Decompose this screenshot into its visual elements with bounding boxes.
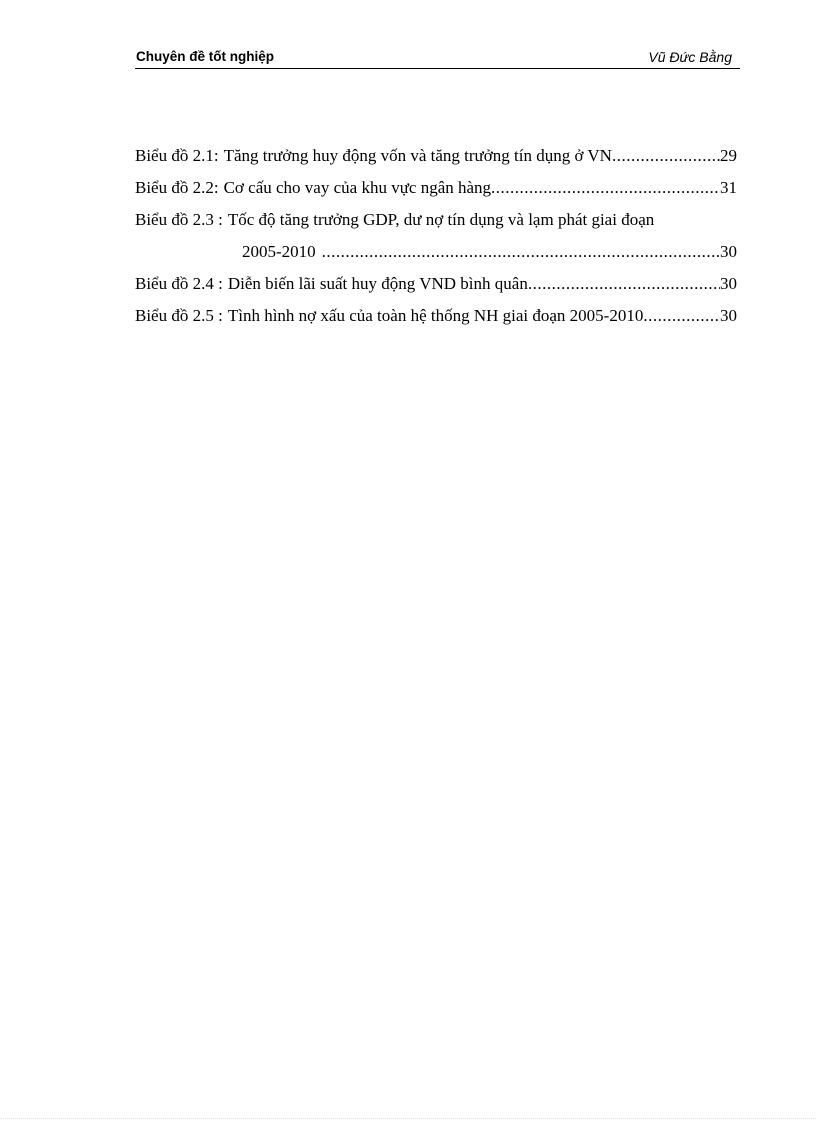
toc-entry-title-continuation: 2005-2010 — [242, 242, 316, 261]
toc-entry-page: 31 — [720, 178, 737, 197]
toc-entry-label: Biểu đồ 2.2: — [135, 178, 219, 197]
toc-entry-title: Tăng trưởng huy động vốn và tăng trưởng tín dụng ở VN — [223, 146, 612, 165]
dot-leader — [612, 140, 720, 172]
toc-entry-chart-2-5[interactable] — [135, 300, 737, 332]
toc-entry-chart-2-3-continuation[interactable] — [135, 236, 737, 268]
dot-leader — [322, 236, 720, 268]
list-of-charts — [135, 140, 737, 332]
toc-entry-chart-2-1[interactable] — [135, 140, 737, 172]
dot-leader — [491, 172, 720, 204]
toc-entry-label: Biểu đồ 2.1: — [135, 146, 219, 165]
toc-entry-chart-2-4[interactable] — [135, 268, 737, 300]
page-header — [135, 48, 740, 69]
toc-entry-page: 29 — [720, 146, 737, 165]
toc-entry-label: Biểu đồ 2.3 : — [135, 210, 223, 229]
toc-entry-title: Tình hình nợ xấu của toàn hệ thống NH giai đoạn 2005-2010 — [227, 306, 644, 325]
toc-entry-chart-2-2[interactable] — [135, 172, 737, 204]
toc-entry-chart-2-3[interactable] — [135, 204, 737, 236]
page-bottom-divider — [0, 1118, 816, 1119]
dot-leader — [643, 300, 720, 332]
dot-leader — [528, 268, 720, 300]
document-title: Chuyên đề tốt nghiệp — [136, 49, 274, 64]
toc-entry-label: Biểu đồ 2.5 : — [135, 306, 223, 325]
toc-entry-title: Tốc độ tăng trưởng GDP, dư nợ tín dụng và lạm phát giai đoạn — [227, 210, 655, 229]
author-name: Vũ Đức Bằng — [648, 49, 732, 65]
toc-entry-title: Diễn biến lãi suất huy động VND bình quân — [227, 274, 528, 293]
toc-entry-label: Biểu đồ 2.4 : — [135, 274, 223, 293]
toc-entry-title: Cơ cấu cho vay của khu vực ngân hàng — [223, 178, 492, 197]
toc-entry-page: 30 — [720, 274, 737, 293]
toc-entry-page: 30 — [720, 242, 737, 261]
toc-entry-page: 30 — [720, 306, 737, 325]
